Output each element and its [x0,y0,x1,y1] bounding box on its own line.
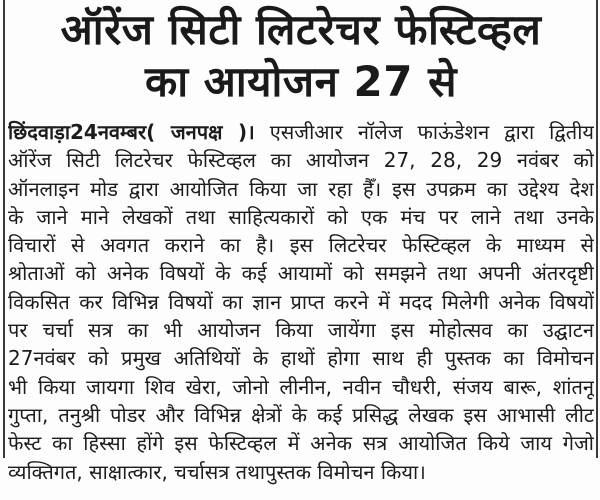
column-rule-left [3,0,5,458]
column-rule-right [596,0,598,458]
body-line: 27नवंबर को प्रमुख अतिथियों के हाथों होगा साथ ही पुस्तक का विमोचन [8,346,594,371]
body-line: के जाने माने लेखकों तथा साहित्यकारों को एक मंच पर लाने तथा उनके [8,204,594,229]
body-line [8,118,594,146]
body-line: विचारों से अवगत कराने का है। इस लिटरेचर फेस्टिव्हल के माध्यम से [8,233,594,258]
body-line: भी किया जायगा शिव खेरा, जोनो लीनीन, नवीन चौधरी, संजय बारू, शांतनू [8,374,594,399]
headline-line-1: ऑरेंज सिटी लिटरेचर फेस्टिव्हल [60,5,542,54]
body-line: ऑनलाइन मोड द्वारा आयोजित किया जा रहा हैँ। इस उपक्रम का उद्देश्य देश [8,176,594,201]
headline [8,4,594,108]
body-line: श्रोताओं को अनेक विषयों के कई आयामों को समझने तथा अपनी अंतरदृष्टी [8,261,594,286]
body-line: व्यक्तिगत, साक्षात्कार, चर्चासत्र तथापुस्तक विमोचन किया। [8,459,426,484]
dateline: छिंदवाड़ा24नवम्बर( जनपक्ष )। [8,120,255,144]
body-line: गुप्ता, तनुश्री पोडर और विभिन्न क्षेत्रों के कई प्रसिद्ध लेखक इस आभासी लीट [8,402,594,427]
article-body [8,118,594,486]
body-line: फेस्ट का हिस्सा होंगे इस फेस्टिव्हल में अनेक सत्र आयोजित किये जाय गेजो [8,431,594,456]
body-line: विकसित कर विभिन्न विषयों का ज्ञान प्राप्त करने में मदद मिलेगी अनेक विषयों [8,289,594,314]
body-line-text: एसजीआर नॉलेज फाऊंडेशन द्वारा द्वितीय [254,120,594,144]
body-line: ऑरेंज सिटी लिटरेचर फेस्टिव्हल का आयोजन 27, 28, 29 नवंबर को [8,148,594,173]
body-line: पर चर्चा सत्र का भी आयोजन किया जायेंगा इस मोहोत्सव का उद्घाटन [8,318,594,343]
headline-line-2: का आयोजन 27 से [145,57,457,106]
